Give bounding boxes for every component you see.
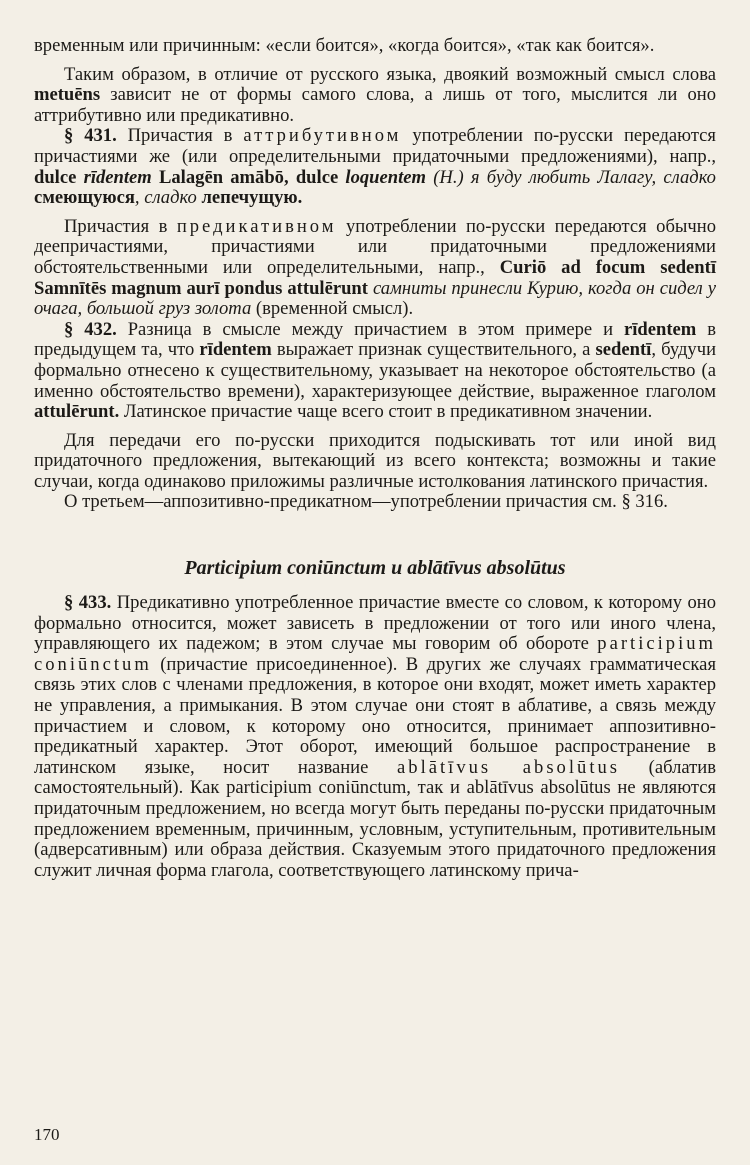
latin-word: rīdentem bbox=[199, 339, 272, 361]
page-number: 170 bbox=[34, 1125, 60, 1144]
text: употреблении по-русски передаются обычно деепричастиями, причастиями или придаточными предложениями обстоятельственными или определительными, напр., bbox=[34, 215, 716, 278]
text: Таким образом, в отличие от русского языка, двоякий возможный смысл слова bbox=[64, 63, 716, 85]
paragraph-predicative bbox=[34, 217, 716, 320]
paragraph-transfer: Для передачи его по-русски приходится подыскивать тот или иной вид придаточного предложения, вытекающий из всего контекста; возможны и такие случаи, когда одинаково приложимы различные истолкования латинского причастия. bbox=[34, 429, 716, 492]
text: Предикативно употребленное причастие вместе со словом, к которому оно формально относится, может зависеть в предложении от того или иного члена, управляющего их падежом; в этом случае мы говорим об обороте bbox=[34, 592, 716, 655]
section-432 bbox=[34, 320, 716, 423]
text: употреблении по-русски передаются причастиями же (или определительными придаточными предложениями), напр., bbox=[34, 125, 716, 167]
translation: самниты принесли Курию, когда он сидел у очага, большой груз золота bbox=[34, 277, 716, 320]
translation-bold: смеющуюся bbox=[34, 187, 135, 209]
latin-word: rīdentem bbox=[623, 318, 697, 340]
section-number: § 431. bbox=[64, 125, 117, 147]
source-ref: (H.) bbox=[426, 166, 471, 188]
translation-bold: лепечущую. bbox=[201, 187, 303, 209]
text: (причастие присоединенное). В других же случаях грамматическая связь этих слов с членами предложения, в которое они входят, может иметь характер не управления, а примыкания. В этом случае они стоят в аблативе, а связь между причастием и словом, к которому оно относится, принимает аппозитивно-предикатный характер. Этот оборот, имеющий большое распространение в латинском языке, носит название bbox=[34, 653, 716, 778]
paragraph-intro: временным или причинным: «если боится», «когда боится», «так как боится». bbox=[34, 35, 655, 56]
text: в предыдущем та, что bbox=[34, 318, 716, 361]
latin-example: dulce bbox=[34, 166, 84, 188]
text: (аблатив самостоятельный). Как participium coniūnctum, так и ablātīvus absolūtus не являются придаточным предложением, но всегда могут быть переданы по-русски придаточным предложением временным, причинным, условным, уступительным, противительным (адверсативным) или образа действия. Сказуемым этого придаточного предложения служит личная форма глагола, соответствующего латинскому прича- bbox=[34, 756, 716, 881]
translation: , сладко bbox=[134, 187, 202, 209]
paragraph-summary bbox=[34, 65, 716, 127]
section-number: § 432. bbox=[64, 318, 117, 340]
paragraph-third-use: О третьем—аппозитивно-предикатном—употреблении причастия см. § 316. bbox=[64, 491, 668, 513]
text: Причастия в bbox=[64, 215, 177, 237]
spaced-term: ablātīvus absolūtus bbox=[397, 756, 621, 778]
latin-example: Curiō ad focum sedentī Samnītēs magnum aurī pondus attulērunt bbox=[34, 256, 716, 299]
latin-example-italic: loquentem bbox=[345, 166, 426, 188]
text: Причастия в bbox=[116, 125, 244, 147]
section-433 bbox=[34, 593, 716, 881]
text: , будучи формально отнесено к существительному, указывает на некоторое обстоятельство (а именно обстоятельство времени), характеризующее действие, выраженное глаголом bbox=[34, 339, 717, 402]
latin-word: metuēns bbox=[34, 84, 101, 106]
latin-word: attulērunt. bbox=[34, 401, 120, 423]
text: Разница в смысле между причастием в этом примере и bbox=[116, 318, 624, 340]
latin-example-italic: rīdentem bbox=[83, 166, 152, 188]
section-heading: Participium coniūnctum и ablātīvus absolūtus bbox=[184, 557, 566, 580]
text: (временной смысл). bbox=[251, 298, 414, 320]
latin-word: sedentī bbox=[595, 339, 652, 361]
text: зависит не от формы самого слова, а лишь от того, мыслится ли оно аттрибутивно или предикативно. bbox=[34, 84, 716, 126]
section-431 bbox=[34, 126, 716, 208]
text: выражает признак существительного, а bbox=[271, 339, 596, 361]
spaced-term: предикативном bbox=[176, 215, 337, 237]
text: Латинское причастие чаще всего стоит в предикативном значении. bbox=[119, 401, 653, 423]
spaced-term: participium coniūnctum bbox=[34, 633, 716, 675]
translation: я буду любить Лалагу, сладко bbox=[470, 166, 716, 188]
latin-example: Lalagēn amābō, dulce bbox=[151, 166, 346, 188]
spaced-term: аттрибутивном bbox=[243, 125, 402, 147]
section-number: § 433. bbox=[64, 592, 112, 614]
